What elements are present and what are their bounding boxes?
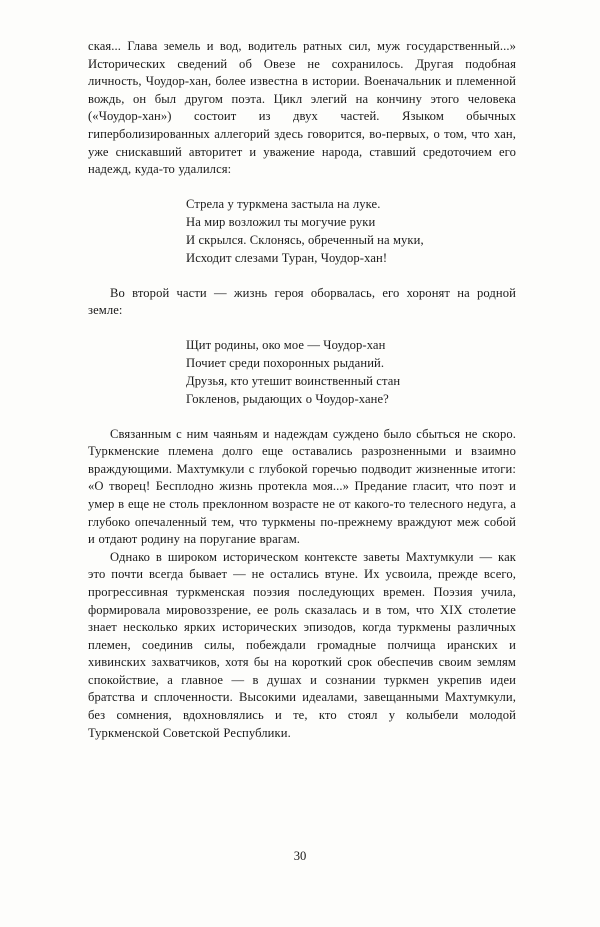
spacer [88, 268, 516, 285]
spacer [88, 179, 516, 195]
paragraph-2: Во второй части — жизнь героя оборвалась, его хоронят на родной земле: [88, 285, 516, 318]
verse-line: На мир возложил ты могучие руки [186, 214, 376, 229]
spacer [88, 320, 516, 336]
verse-line: Стрела у туркмена застыла на луке. [186, 196, 381, 211]
verse-line: Друзья, кто утешит воинственный стан [186, 374, 401, 389]
paragraph-4: Однако в широком историческом контексте заветы Махтумкули — как это почти всегда бывает — не остались втуне. Их усвоила, прежде всего, прогрессивная туркменская поэзия последующих времен. Поэзия учила, формировала мировоззрение, ее роль сказалась и в том, что XIX столетие знает несколько ярких исторических эпизодов, когда туркмены различных племен, соединив силы, побеждали громадные полчища иранских и хивинских захватчиков, хотя бы на короткий срок обеспечив своим землям спокойствие, а главное — в душах и сознании туркмен укрепив идеи братства и сплоченности. Высокими идеалами, завещанными Махтумкули, без сомнения, вдохновлялись и те, кто стоял у колыбели молодой Туркменской Советской Республики. [88, 549, 516, 740]
verse-block-1 [88, 195, 516, 268]
paragraph-3: Связанным с ним чаяньям и надеждам суждено было сбыться не скоро. Туркменские племена долго еще оставались разрозненными и взаимно враждующими. Махтумкули с глубокой горечью подводит жизненные итоги: «О творец! Бесплодно жизнь протекла моя...» Предание гласит, что поэт и умер в еще не столь преклонном возрасте не от какого-то телесного недуга, а глубоко опечаленный тем, что туркмены по-прежнему враждуют меж собой и отдают родину на поругание врагам. [88, 426, 516, 547]
verse-line: Щит родины, око мое — Чоудор-хан [186, 337, 386, 352]
verse-line: И скрылся. Склонясь, обреченный на муки, [186, 233, 424, 248]
paragraph-1: ская... Глава земель и вод, водитель ратных сил, муж государственный...» Исторических сведений об Овезе не сохранилось. Другая подобная личность, Чоудор-хан, более известна в истории. Военачальник и племенной вождь, он был другом поэта. Цикл элегий на кончину этого человека («Чоудор-хан») состоит из двух частей. Языком обычных гиперболизированных аллегорий здесь говорится, во-первых, о том, что хан, уже снискавший авторитет и уважение народа, ставший средоточием его надежд, куда-то удалился: [88, 39, 516, 177]
verse-block-2 [88, 336, 516, 409]
verse-line: Исходит слезами Туран, Чоудор-хан! [186, 251, 388, 266]
page-number: 30 [293, 849, 307, 863]
page-content [88, 38, 516, 742]
verse-line: Гокленов, рыдающих о Чоудор-хане? [186, 392, 389, 407]
verse-line: Почиет среди похоронных рыданий. [186, 355, 385, 370]
spacer [88, 409, 516, 426]
